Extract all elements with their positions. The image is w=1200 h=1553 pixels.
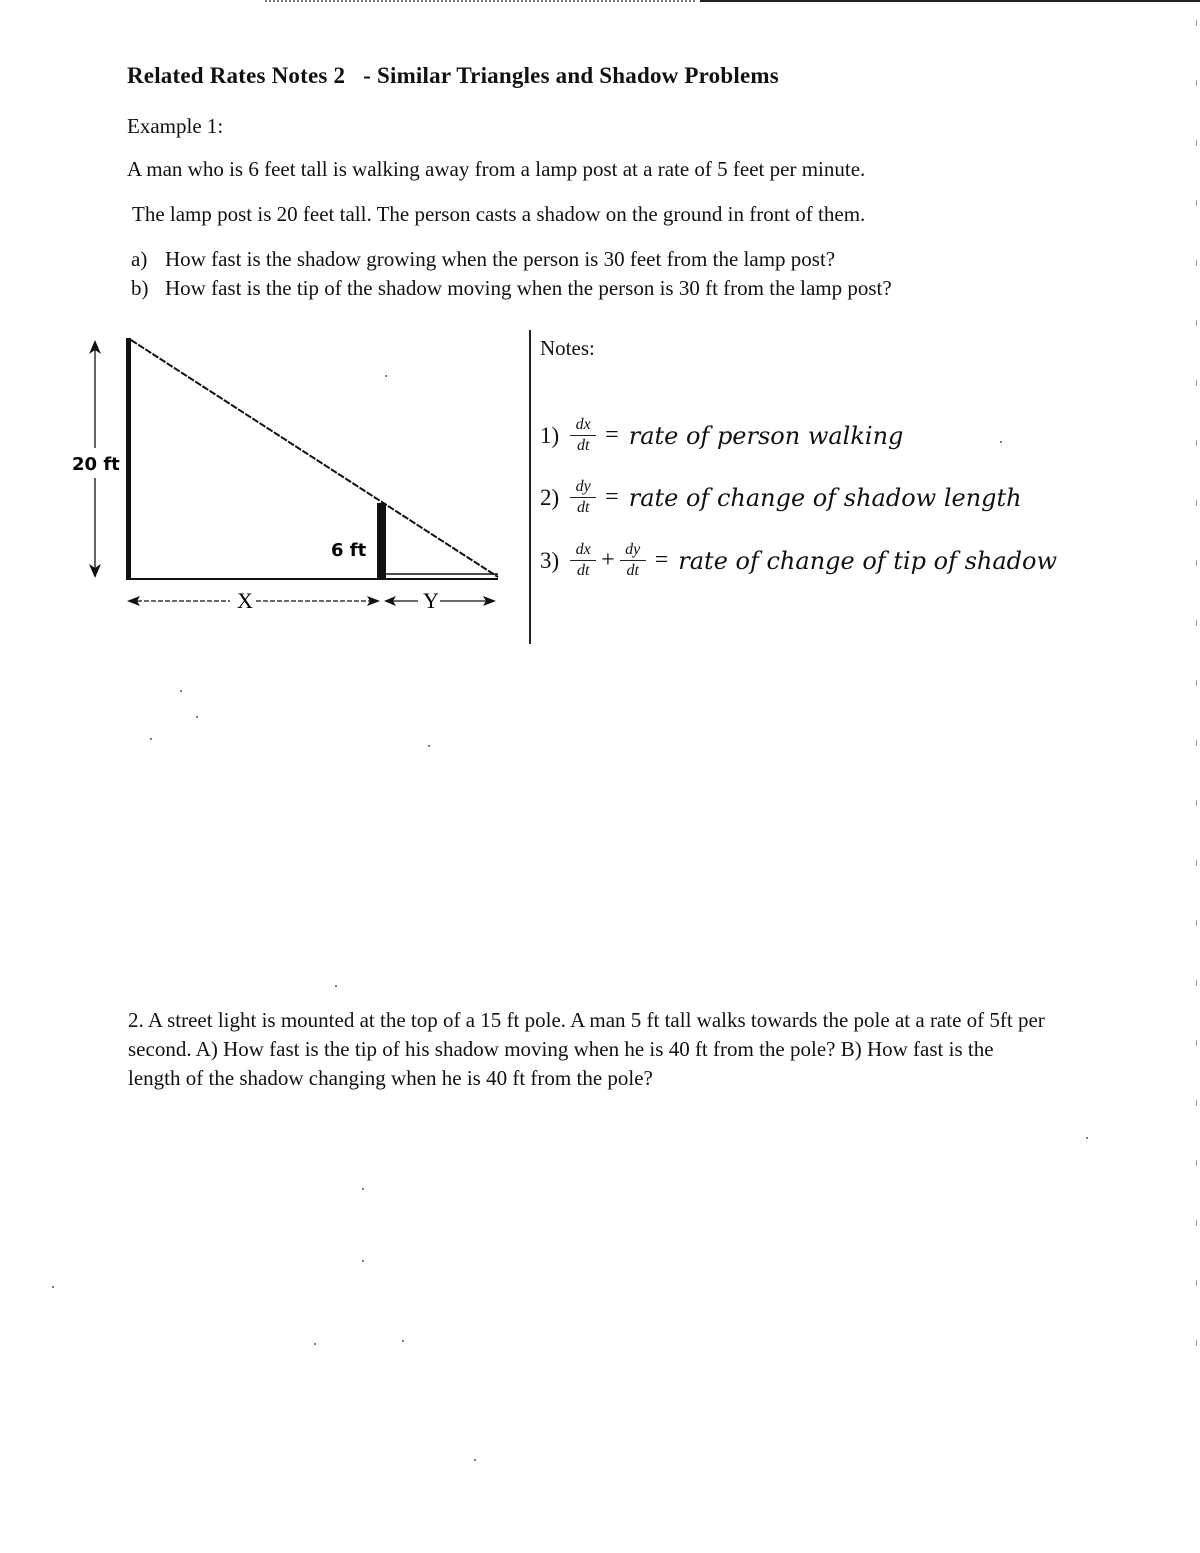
- note-1: [540, 416, 903, 455]
- note-2-fraction: [570, 478, 596, 517]
- example-line-2: The lamp post is 20 feet tall. The person casts a shadow on the ground in front of them.: [132, 202, 866, 226]
- y-label: Y: [423, 588, 439, 613]
- note-3-fraction-b: [620, 541, 646, 580]
- note-3-denominator-a: dt: [576, 562, 590, 579]
- notes-title: Notes:: [540, 336, 595, 360]
- problem-2: 2. A street light is mounted at the top of a 15 ft pole. A man 5 ft tall walks towards the pole at a rate of 5ft per second. A) How fast is the tip of his shadow moving when he is 40 ft from the pole? B) How fast is the length of the shadow changing when he is 40 ft from the pole?: [128, 1008, 1045, 1090]
- note-1-numerator: dx: [575, 416, 591, 433]
- scan-speck: [474, 1459, 476, 1461]
- person-height-label: 6 ft: [331, 540, 367, 561]
- scan-speck: [385, 375, 387, 377]
- notes-divider: [529, 330, 531, 644]
- fraction-bar: [620, 560, 646, 561]
- note-1-denominator: dt: [576, 437, 590, 454]
- note-2-denominator: dt: [576, 499, 590, 516]
- note-1-text: rate of person walking: [628, 421, 904, 450]
- scan-speck: [180, 690, 182, 692]
- note-3-fraction-a: [570, 541, 596, 580]
- x-label: X: [237, 588, 253, 613]
- fraction-bar: [570, 497, 596, 498]
- scan-top-dashes: [265, 0, 695, 2]
- note-2-equals: =: [605, 484, 619, 510]
- example-line-1: A man who is 6 feet tall is walking away from a lamp post at a rate of 5 feet per minute.: [127, 157, 866, 181]
- title-sub: - Similar Triangles and Shadow Problems: [363, 63, 779, 88]
- scan-speck: [362, 1188, 364, 1190]
- person: [377, 503, 386, 580]
- fraction-bar: [570, 435, 596, 436]
- scan-speck: [335, 985, 337, 987]
- scan-speck: [362, 1260, 364, 1262]
- note-3: [540, 541, 1057, 580]
- note-3-denominator-b: dt: [626, 562, 639, 579]
- example-heading: Example 1:: [127, 114, 224, 138]
- page-title: [127, 63, 779, 89]
- note-2-numerator: dy: [575, 478, 591, 495]
- scan-speck: [150, 738, 152, 740]
- scan-right-edge: [1196, 20, 1197, 1400]
- scan-speck: [1000, 441, 1002, 443]
- note-1-number: 1): [540, 422, 560, 448]
- question-b-text: How fast is the tip of the shadow moving when the person is 30 ft from the lamp post?: [165, 276, 892, 300]
- scan-speck: [428, 745, 430, 747]
- question-a: [131, 247, 835, 272]
- fraction-bar: [570, 560, 596, 561]
- scan-speck: [1086, 1137, 1088, 1139]
- question-a-text: How fast is the shadow growing when the person is 30 feet from the lamp post?: [165, 247, 836, 271]
- shadow-diagram: [60, 330, 510, 620]
- note-1-equals: =: [605, 422, 619, 448]
- lamp-post: [126, 338, 131, 580]
- title-main: Related Rates Notes 2: [127, 63, 346, 88]
- note-2-text: rate of change of shadow length: [628, 483, 1022, 512]
- scan-speck: [52, 1286, 54, 1288]
- light-ray: [131, 340, 498, 577]
- note-3-text: rate of change of tip of shadow: [678, 546, 1058, 575]
- note-3-number: 3): [540, 547, 560, 573]
- note-2-number: 2): [540, 484, 560, 510]
- note-3-numerator-a: dx: [575, 541, 591, 558]
- scan-top-rule: [700, 0, 1200, 2]
- scan-speck: [196, 716, 198, 718]
- post-height-label: 20 ft: [72, 454, 120, 475]
- scan-speck: [402, 1340, 404, 1342]
- question-b: [131, 276, 892, 301]
- scan-speck: [314, 1343, 316, 1345]
- note-1-fraction: [570, 416, 596, 455]
- note-3-plus: +: [601, 547, 615, 573]
- note-2: [540, 478, 1022, 517]
- note-3-equals: =: [654, 547, 669, 573]
- question-a-label: a): [131, 247, 148, 271]
- note-3-numerator-b: dy: [625, 541, 641, 558]
- question-b-label: b): [131, 276, 149, 300]
